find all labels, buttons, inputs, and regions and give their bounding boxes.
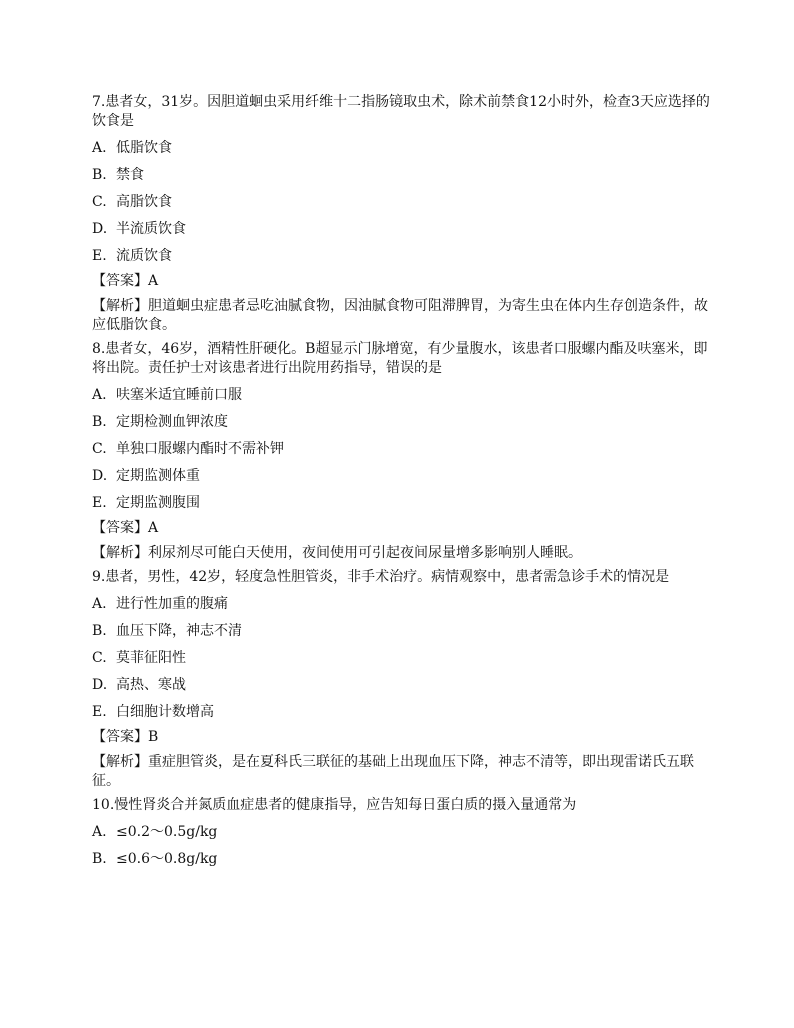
option-c [92,649,714,668]
document-page [92,93,714,874]
option-e [92,247,714,266]
question-stem: 10.慢性肾炎合并氮质血症患者的健康指导，应告知每日蛋白质的摄入量通常为 [92,797,577,813]
option-letter: E. [92,704,107,720]
option-text: 进行性加重的腹痛 [116,596,228,612]
option-text: 高热、寒战 [116,677,186,693]
analysis-text: 胆道蛔虫症患者忌吃油腻食物，因油腻食物可阻滞脾胃，为寄生虫在体内生存创造条件，故应低脂饮食。 [92,298,708,333]
option-letter: C. [92,650,107,666]
option-text: 白细胞计数增高 [116,704,214,720]
option-text: 流质饮食 [116,248,172,264]
option-text: 定期监测体重 [116,468,200,484]
option-text: 单独口服螺内酯时不需补钾 [116,441,284,457]
analysis-label: 【解析】 [92,754,148,770]
analysis-text: 利尿剂尽可能白天使用，夜间使用可引起夜间尿量增多影响别人睡眠。 [148,545,582,561]
answer-label: 【答案】 [92,273,148,289]
option-d [92,220,714,239]
option-e [92,703,714,722]
question-7 [92,93,714,335]
option-text: 莫菲征阳性 [116,650,186,666]
option-text: 定期监测腹围 [116,495,200,511]
question-10 [92,796,714,869]
option-text: 血压下降，神志不清 [116,623,242,639]
analysis-line [92,753,714,791]
option-letter: A. [92,596,107,612]
option-letter: B. [92,851,107,867]
option-a [92,595,714,614]
option-letter: A. [92,387,107,403]
answer-line [92,519,714,538]
analysis-text: 重症胆管炎，是在夏科氏三联征的基础上出现血压下降，神志不清等，即出现雷诺氏五联征。 [92,754,694,789]
option-a [92,386,714,405]
question-stem: 9.患者，男性，42岁，轻度急性胆管炎，非手术治疗。病情观察中，患者需急诊手术的情况是 [92,569,670,585]
option-b [92,850,714,869]
option-a [92,139,714,158]
answer-line [92,728,714,747]
question-stem: 8.患者女，46岁，酒精性肝硬化。B超显示门脉增宽，有少量腹水，该患者口服螺内酯及呋塞米，即将出院。责任护士对该患者进行出院用药指导，错误的是 [92,341,708,376]
question-9 [92,568,714,791]
option-a [92,823,714,842]
option-c [92,440,714,459]
option-text: 定期检测血钾浓度 [116,414,228,430]
option-letter: B. [92,414,107,430]
option-c [92,193,714,212]
analysis-line [92,544,714,563]
answer-value: B [148,729,159,745]
option-d [92,676,714,695]
option-b [92,413,714,432]
answer-value: A [148,520,159,536]
option-text: 低脂饮食 [116,140,172,156]
option-text: 半流质饮食 [116,221,186,237]
analysis-label: 【解析】 [92,545,148,561]
option-letter: A. [92,824,107,840]
option-text: ≤0.2～0.5g/kg [116,824,218,840]
question-8 [92,340,714,563]
option-letter: E. [92,248,107,264]
option-d [92,467,714,486]
option-letter: E. [92,495,107,511]
option-letter: D. [92,677,108,693]
answer-label: 【答案】 [92,520,148,536]
option-b [92,622,714,641]
answer-line [92,272,714,291]
question-stem: 7.患者女，31岁。因胆道蛔虫采用纤维十二指肠镜取虫术，除术前禁食12小时外，检查3天应选择的饮食是 [92,94,710,129]
option-text: ≤0.6～0.8g/kg [116,851,218,867]
option-letter: B. [92,167,107,183]
analysis-line [92,297,714,335]
option-letter: A. [92,140,107,156]
answer-label: 【答案】 [92,729,148,745]
answer-value: A [148,273,159,289]
option-letter: D. [92,221,108,237]
option-letter: D. [92,468,108,484]
option-text: 禁食 [116,167,144,183]
analysis-label: 【解析】 [92,298,148,314]
option-letter: C. [92,194,107,210]
option-text: 高脂饮食 [116,194,172,210]
option-text: 呋塞米适宜睡前口服 [116,387,242,403]
option-e [92,494,714,513]
option-letter: B. [92,623,107,639]
option-letter: C. [92,441,107,457]
option-b [92,166,714,185]
